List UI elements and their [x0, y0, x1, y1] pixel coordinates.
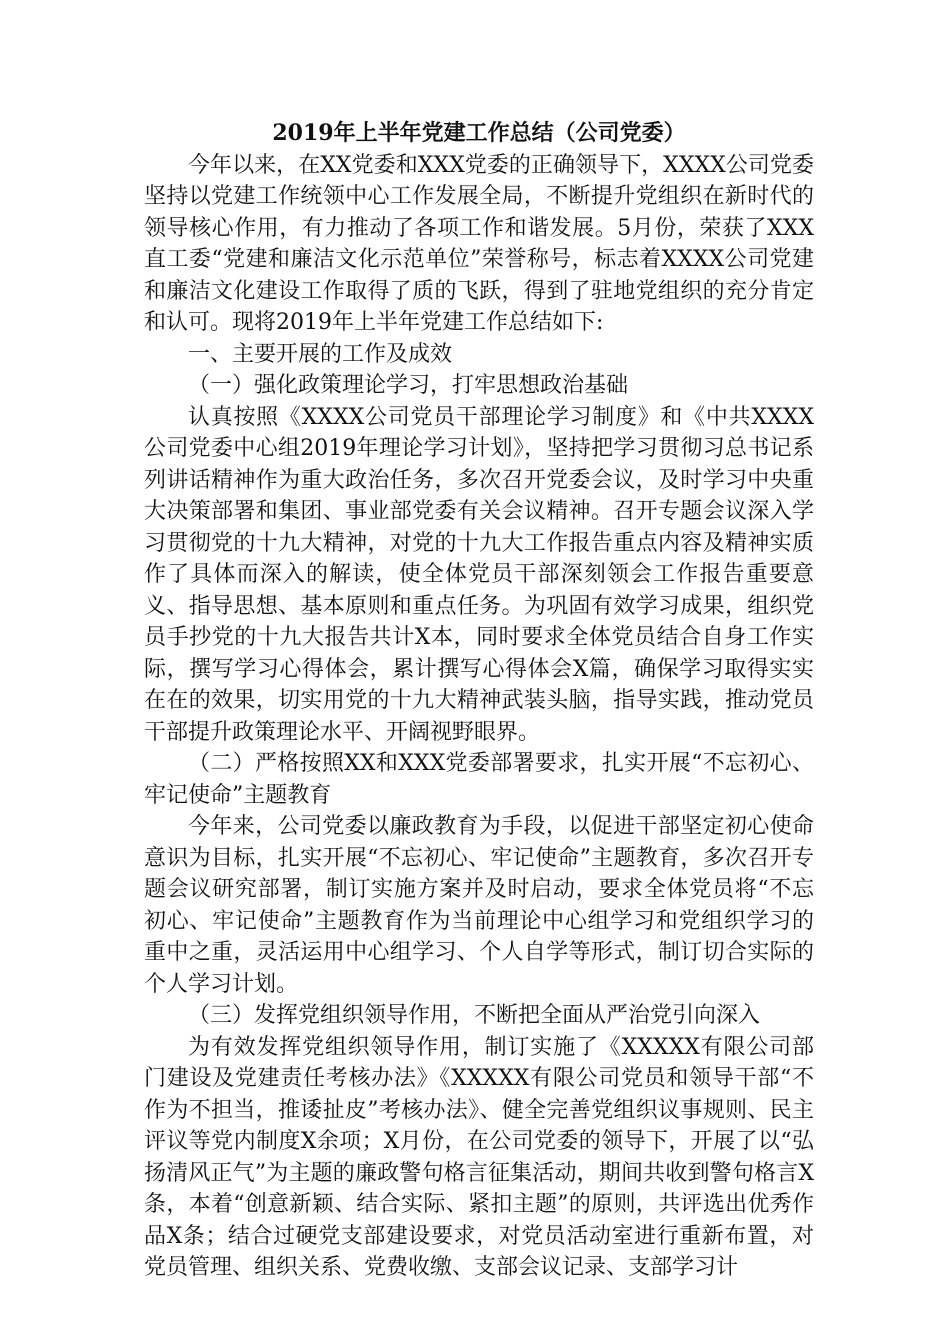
body-paragraph-2: 今年来，公司党委以廉政教育为手段，以促进干部坚定初心使命意识为目标，扎实开展“不忘初心、牢记使命”主题教育，多次召开专题会议研究部署，制订实施方案并及时启动，要求全体党员将“不忘初心、牢记使命”主题教育作为当前理论中心组学习和党组织学习的重中之重，灵活运用中心组学习、个人自学等形式，制订切合实际的个人学习计划。 [144, 814, 814, 997]
subsection-heading-3: （三）发挥党组织领导作用，不断把全面从严治党引向深入 [188, 1003, 761, 1028]
body-paragraph-1: 认真按照《XXXX公司党员干部理论学习制度》和《中共XXXX公司党委中心组2019年理论学习计划》，坚持把学习贯彻习总书记系列讲话精神作为重大政治任务，多次召开党委会议，及时学习中央重大决策部署和集团、事业部党委有关会议精神。召开专题会议深入学习贯彻党的十九大精神，对党的十九大工作报告重点内容及精神实质作了具体而深入的解读，使全体党员干部深刻领会工作报告重要意义、指导思想、基本原则和重点任务。为巩固有效学习成果，组织党员手抄党的十九大报告共计X本，同时要求全体党员结合自身工作实际，撰写学习心得体会，累计撰写心得体会X篇，确保学习取得实实在在的效果，切实用党的十九大精神武装头脑，指导实践，推动党员干部提升政策理论水平、开阔视野眼界。 [144, 404, 814, 745]
document-body [144, 118, 814, 1284]
intro-paragraph: 今年以来，在XX党委和XXX党委的正确领导下，XXXX公司党委坚持以党建工作统领中心工作发展全局，不断提升党组织在新时代的领导核心作用，有力推动了各项工作和谐发展。5月份，荣获了XXX直工委“党建和廉洁文化示范单位”荣誉称号，标志着XXXX公司党建和廉洁文化建设工作取得了质的飞跃，得到了驻地党组织的充分肯定和认可。现将2019年上半年党建工作总结如下: [144, 152, 814, 335]
document-title: 2019年上半年党建工作总结（公司党委） [272, 120, 686, 146]
section-heading-1: 一、主要开展的工作及成效 [188, 341, 453, 367]
body-paragraph-3: 为有效发挥党组织领导作用，制订实施了《XXXXX有限公司部门建设及党建责任考核办法》《XXXXX有限公司党员和领导干部“不作为不担当，推诿扯皮”考核办法》、健全完善党组织议事规则、民主评议等党内制度X余项；X月份，在公司党委的领导下，开展了以“弘扬清风正气”为主题的廉政警句格言征集活动，期间共收到警句格言X条，本着“创意新颖、结合实际、紧扣主题”的原则，共评选出优秀作品X条；结合过硬党支部建设要求，对党员活动室进行重新布置，对党员管理、组织关系、党费收缴、支部会议记录、支部学习计 [144, 1034, 814, 1280]
subsection-heading-2: （二）严格按照XX和XXX党委部署要求，扎实开展“不忘初心、牢记使命”主题教育 [144, 751, 814, 808]
subsection-heading-1: （一）强化政策理论学习，打牢思想政治基础 [188, 373, 629, 398]
